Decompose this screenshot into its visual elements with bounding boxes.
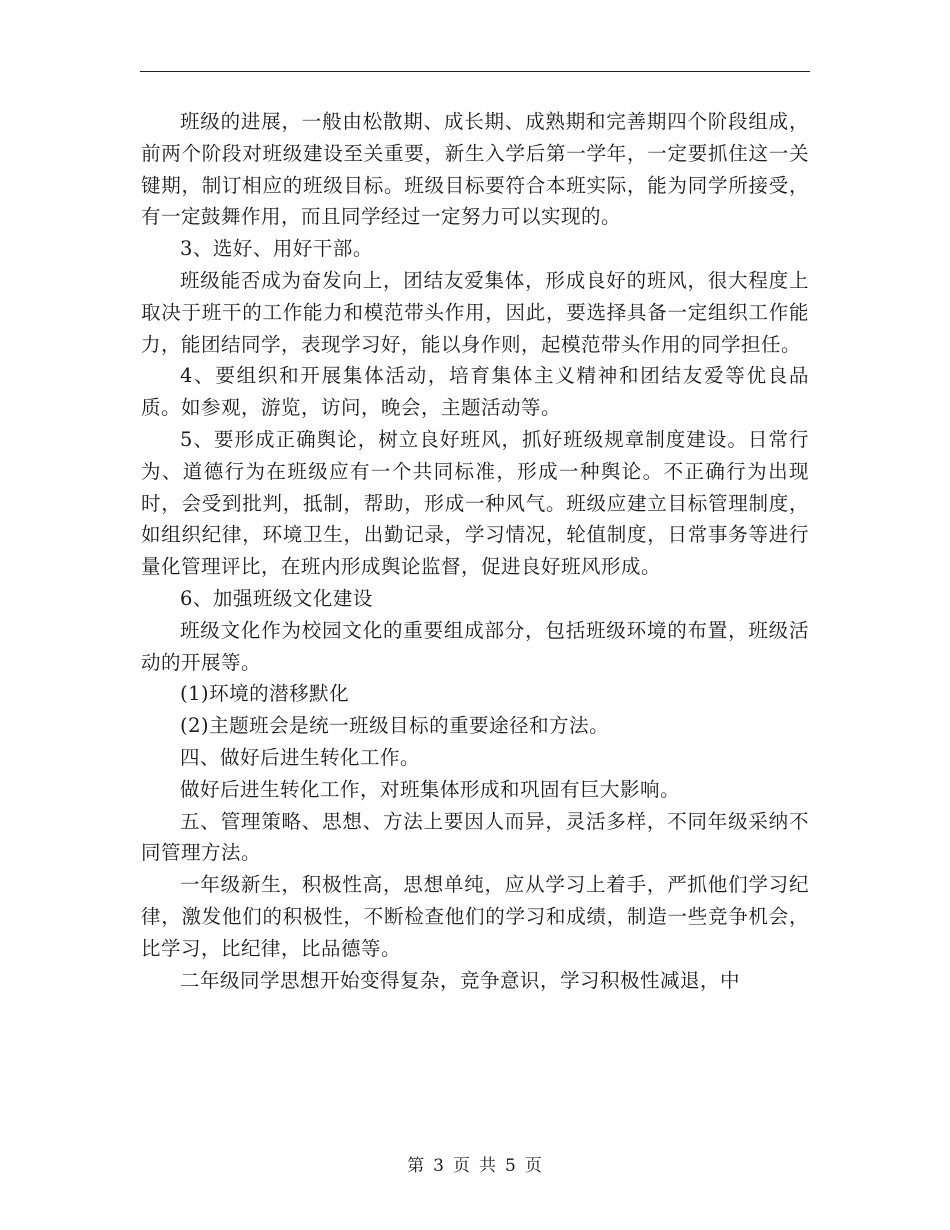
list-item-theme-meeting: (2)主题班会是统一班级目标的重要途径和方法。 [180, 714, 610, 738]
footer-total-word: 共 [479, 1156, 497, 1176]
paragraph-cadres: 班级能否成为奋发向上，团结友爱集体，形成良好的班风，很大程度上取决于班干的工作能力和模范带头作用，因此，要选择具备一定组织工作能力，能团结同学，表现学习好，能以身作则，起模范带头作用的同学担任。 [141, 268, 809, 356]
footer-suffix: 页 [524, 1156, 543, 1176]
footer-page-word: 页 [453, 1156, 471, 1176]
header-rule [140, 71, 810, 72]
paragraph-second-grade: 二年级同学思想开始变得复杂，竞争意识，学习积极性减退，中 [180, 968, 741, 992]
footer-prefix: 第 [407, 1156, 426, 1176]
paragraph-class-culture: 班级文化作为校园文化的重要组成部分，包括班级环境的布置，班级活动的开展等。 [141, 618, 809, 674]
footer-current-page: 3 [433, 1156, 445, 1176]
footer-total-pages: 5 [505, 1156, 517, 1176]
paragraph-collective-activities: 4、要组织和开展集体活动，培育集体主义精神和团结友爱等优良品质。如参观，游览，访问，晚会，主题活动等。 [141, 364, 809, 420]
paragraph-stage-goals: 班级的进展，一般由松散期、成长期、成熟期和完善期四个阶段组成，前两个阶段对班级建设至关重要，新生入学后第一学年，一定要抓住这一关键期，制订相应的班级目标。班级目标要符合本班实际，能为同学所接受，有一定鼓舞作用，而且同学经过一定努力可以实现的。 [141, 110, 809, 229]
heading-select-cadres: 3、选好、用好干部。 [180, 237, 373, 261]
list-item-environment: (1)环境的潜移默化 [180, 682, 350, 706]
paragraph-public-opinion: 5、要形成正确舆论，树立良好班风，抓好班级规章制度建设。日常行为、道德行为在班级应有一个共同标准，形成一种舆论。不正确行为出现时，会受到批判，抵制，帮助，形成一种风气。班级应建立目标管理制度，如组织纪律，环境卫生，出勤记录，学习情况，轮值制度，日常事务等进行量化管理评比，在班内形成舆论监督，促进良好班风形成。 [141, 427, 809, 579]
heading-section-five: 五、管理策略、思想、方法上要因人而异，灵活多样，不同年级采纳不同管理方法。 [141, 809, 809, 865]
paragraph-underachievers: 做好后进生转化工作，对班集体形成和巩固有巨大影响。 [180, 777, 681, 801]
heading-section-four: 四、做好后进生转化工作。 [180, 745, 421, 769]
heading-class-culture: 6、加强班级文化建设 [180, 586, 373, 610]
page-footer [0, 1155, 950, 1177]
page-body [141, 106, 809, 996]
paragraph-first-grade: 一年级新生，积极性高，思想单纯，应从学习上着手，严抓他们学习纪律，激发他们的积极性，不断检查他们的学习和成绩，制造一些竞争机会，比学习，比纪律，比品德等。 [141, 873, 809, 960]
